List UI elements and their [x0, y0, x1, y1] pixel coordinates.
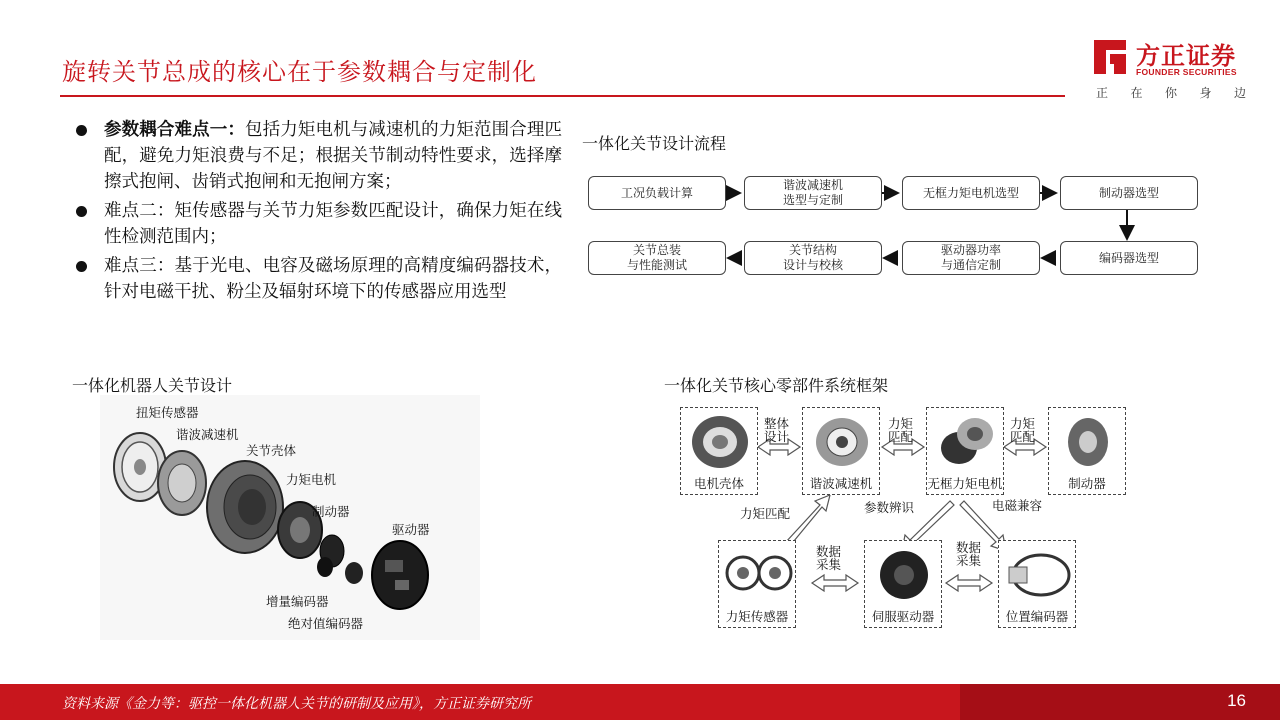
logo-cn-text: 方正证券	[1136, 42, 1236, 70]
page-number: 16	[1227, 691, 1246, 710]
motor-housing-icon	[681, 408, 759, 472]
torque-sensor-icon	[719, 541, 797, 605]
part-box	[926, 407, 1004, 495]
design-flow-chart	[580, 165, 1220, 285]
relation-label: 力矩 匹配	[888, 416, 914, 444]
flow-caption: 一体化关节设计流程	[582, 134, 727, 153]
part-label: 制动器	[1068, 476, 1106, 491]
flow-step: 关节结构 设计与校核	[744, 241, 882, 275]
part-label: 电机壳体	[693, 476, 744, 491]
slogan-char: 正	[1096, 86, 1109, 100]
assembly-label: 增量编码器	[266, 594, 329, 609]
relation-label: 数据 采集	[816, 544, 842, 572]
slogan-char: 你	[1164, 86, 1177, 100]
bullet-text: 难点三：基于光电、电容及磁场原理的高精度编码器技术，针对电磁干扰、粉尘及辐射环境下的传感器应用选型	[104, 256, 562, 302]
relation-label: 数据 采集	[956, 540, 982, 568]
assembly-label: 力矩电机	[286, 472, 337, 487]
bullet-item	[76, 117, 562, 195]
assembly-label: 制动器	[312, 504, 350, 519]
bullet-dot-icon	[76, 125, 87, 136]
part-label: 位置编码器	[1005, 609, 1069, 624]
assembly-label: 驱动器	[392, 522, 430, 537]
part-box	[998, 540, 1076, 628]
relation-label: 力矩匹配	[740, 506, 791, 521]
slogan-char: 边	[1233, 86, 1246, 100]
joint-exploded-view	[100, 395, 480, 640]
slogan-char: 在	[1130, 86, 1143, 100]
part-box	[864, 540, 942, 628]
frameless-motor-icon	[927, 408, 1005, 472]
relation-label: 电磁兼容	[992, 498, 1043, 513]
slogan-char: 身	[1199, 86, 1212, 100]
system-caption: 一体化关节核心零部件系统框架	[664, 376, 889, 395]
part-box	[718, 540, 796, 628]
flow-step: 驱动器功率 与通信定制	[902, 241, 1040, 275]
relation-label: 参数辨识	[864, 500, 915, 515]
bullet-dot-icon	[76, 206, 87, 217]
assembly-caption: 一体化机器人关节设计	[72, 376, 233, 395]
part-label: 谐波减速机	[809, 476, 873, 491]
page-title: 旋转关节总成的核心在于参数耦合与定制化	[62, 58, 537, 86]
logo-en-text: FOUNDER SECURITIES	[1136, 67, 1237, 77]
bullet-item	[76, 198, 562, 250]
logo-slogan	[1096, 84, 1246, 101]
relation-label: 整体 设计	[764, 416, 790, 444]
flow-step: 无框力矩电机选型	[902, 176, 1040, 210]
part-box	[1048, 407, 1126, 495]
part-box	[802, 407, 880, 495]
bullet-list	[76, 117, 562, 308]
position-encoder-icon	[999, 541, 1077, 605]
title-divider	[60, 95, 1065, 97]
relation-label: 力矩 匹配	[1010, 416, 1036, 444]
part-box	[680, 407, 758, 495]
servo-driver-icon	[865, 541, 943, 605]
founder-logo-mark-icon	[1090, 38, 1130, 76]
part-label: 伺服驱动器	[871, 609, 935, 624]
bullet-bold: 参数耦合难点一：	[104, 120, 245, 140]
assembly-label: 扭矩传感器	[136, 405, 199, 420]
part-label: 力矩传感器	[725, 609, 789, 624]
bullet-dot-icon	[76, 261, 87, 272]
source-note: 资料来源《金力等：驱控一体化机器人关节的研制及应用》，方正证券研究所	[62, 696, 531, 712]
bullet-text: 难点二：矩传感器与关节力矩参数匹配设计，确保力矩在线性检测范围内；	[104, 201, 562, 247]
flow-step: 工况负载计算	[588, 176, 726, 210]
flow-step: 关节总装 与性能测试	[588, 241, 726, 275]
assembly-label: 谐波减速机	[176, 427, 239, 442]
assembly-label: 绝对值编码器	[288, 616, 364, 631]
part-label: 无框力矩电机	[927, 476, 1003, 491]
bullet-item	[76, 253, 562, 305]
brake-icon	[1049, 408, 1127, 472]
footer-bar	[0, 684, 1280, 720]
founder-logo	[1090, 36, 1250, 106]
flow-step: 编码器选型	[1060, 241, 1198, 275]
bullet-text: 包括力矩电机与减速机的力矩范围合理匹配，避免力矩浪费与不足；根据关节制动特性要求，选择摩擦式抱闸、齿销式抱闸和无抱闸方案；	[104, 120, 563, 192]
joint-component-framework	[660, 395, 1140, 630]
assembly-label: 关节壳体	[246, 443, 297, 458]
flow-step: 谐波减速机 选型与定制	[744, 176, 882, 210]
flow-step: 制动器选型	[1060, 176, 1198, 210]
harmonic-reducer-icon	[803, 408, 881, 472]
